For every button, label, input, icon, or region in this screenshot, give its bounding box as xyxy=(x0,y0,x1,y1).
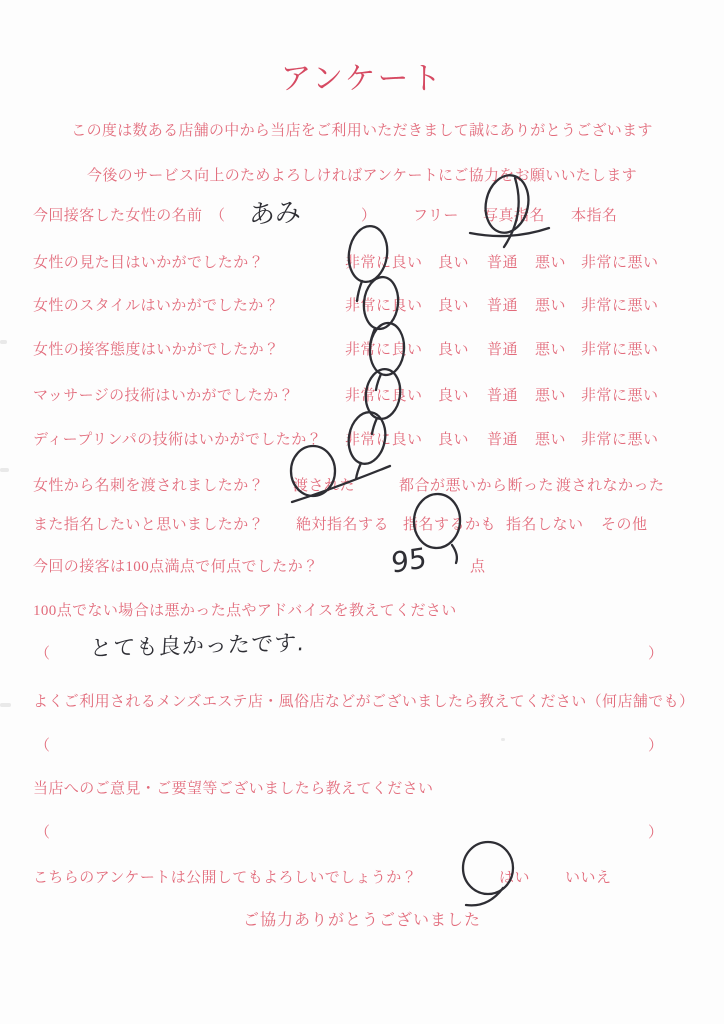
rating-row-style xyxy=(0,294,724,314)
question-business-card: 女性から名刺を渡されましたか？ xyxy=(33,478,265,494)
rating-option-very-bad: 非常に悪い xyxy=(581,298,659,314)
question-deep-lymph: ディープリンパの技術はいかがでしたか？ xyxy=(33,432,323,448)
rating-option-very-good: 非常に良い xyxy=(345,388,423,404)
publish-consent-row xyxy=(0,866,724,886)
rating-row-deep-lymph xyxy=(0,428,724,448)
rating-option-bad: 悪い xyxy=(535,388,567,404)
rating-row-service xyxy=(0,338,724,358)
rating-option-very-good: 非常に良い xyxy=(345,298,423,314)
score-unit-label: 点 xyxy=(470,559,486,575)
rating-row-massage xyxy=(0,384,724,404)
repeat-nomination-row xyxy=(0,513,724,533)
business-card-row xyxy=(0,474,724,494)
rating-option-very-good: 非常に良い xyxy=(345,255,423,271)
rating-option-very-good: 非常に良い xyxy=(345,432,423,448)
option-regular-nomination: 本指名 xyxy=(571,208,618,224)
question-appearance: 女性の見た目はいかがでしたか？ xyxy=(33,255,265,271)
other-shops-paren-open: （ xyxy=(35,738,51,754)
option-no: いいえ xyxy=(565,870,612,886)
advice-prompt-row xyxy=(0,599,724,619)
rating-option-good: 良い xyxy=(438,255,470,271)
scan-artifact xyxy=(0,468,9,472)
other-shops-answer-row xyxy=(0,734,724,754)
handwritten-advice-answer: とても良かったです. xyxy=(89,631,306,662)
question-massage: マッサージの技術はいかがでしたか？ xyxy=(33,388,294,404)
rating-option-very-bad: 非常に悪い xyxy=(581,255,659,271)
question-publish: こちらのアンケートは公開してもよろしいでしょうか？ xyxy=(33,870,418,886)
opinions-paren-close: ） xyxy=(648,825,664,841)
rating-option-bad: 悪い xyxy=(535,255,567,271)
rating-option-good: 良い xyxy=(438,432,470,448)
advice-prompt: 100点でない場合は悪かった点やアドバイスを教えてください xyxy=(33,603,457,619)
option-photo-nomination: 写真指名 xyxy=(483,208,546,224)
rating-option-normal: 普通 xyxy=(487,255,519,271)
advice-paren-close: ） xyxy=(648,646,664,662)
opinions-prompt: 当店へのご意見・ご要望等ございましたら教えてください xyxy=(33,781,434,797)
question-style: 女性のスタイルはいかがでしたか？ xyxy=(33,298,280,314)
rating-option-very-good: 非常に良い xyxy=(345,342,423,358)
option-no-nominate: 指名しない xyxy=(506,517,584,533)
name-paren-open: （ xyxy=(210,208,226,224)
opinions-answer-row xyxy=(0,821,724,841)
other-shops-prompt: よくご利用されるメンズエステ店・風俗店などがございましたら教えてください（何店舗でも） xyxy=(33,694,695,710)
intro-line-2: 今後のサービス向上のためよろしければアンケートにご協力をお願いいたします xyxy=(87,168,637,184)
question-repeat-nomination: また指名したいと思いましたか？ xyxy=(33,517,265,533)
opinions-prompt-row xyxy=(0,777,724,797)
scan-artifact xyxy=(501,738,505,741)
rating-option-bad: 悪い xyxy=(535,298,567,314)
rating-option-very-bad: 非常に悪い xyxy=(581,432,659,448)
score-row xyxy=(0,555,724,575)
option-yes: はい xyxy=(499,870,531,886)
rating-option-normal: 普通 xyxy=(487,298,519,314)
other-shops-prompt-row xyxy=(0,690,724,710)
rating-option-bad: 悪い xyxy=(535,432,567,448)
name-label: 今回接客した女性の名前 xyxy=(33,208,203,224)
rating-option-normal: 普通 xyxy=(487,342,519,358)
opinions-paren-open: （ xyxy=(35,825,51,841)
option-maybe-nominate: 指名するかも xyxy=(403,517,497,533)
option-free: フリー xyxy=(413,208,459,224)
rating-option-good: 良い xyxy=(438,388,470,404)
rating-option-good: 良い xyxy=(438,342,470,358)
option-card-received: 渡された xyxy=(293,478,356,494)
scan-artifact xyxy=(0,703,11,707)
rating-option-very-bad: 非常に悪い xyxy=(581,388,659,404)
intro-line-1: この度は数ある店舗の中から当店をご利用いただきまして誠にありがとうございます xyxy=(71,123,653,139)
rating-option-bad: 悪い xyxy=(535,342,567,358)
rating-option-good: 良い xyxy=(438,298,470,314)
closing-message: ご協力ありがとうございました xyxy=(242,912,481,929)
question-service: 女性の接客態度はいかがでしたか？ xyxy=(33,342,280,358)
name-row xyxy=(0,204,724,224)
rating-option-normal: 普通 xyxy=(487,432,519,448)
option-definitely-nominate: 絶対指名する xyxy=(296,517,390,533)
rating-option-normal: 普通 xyxy=(487,388,519,404)
option-card-not-received: 渡されなかった xyxy=(556,478,665,494)
ink-tail-publish-yes xyxy=(466,888,503,905)
handwritten-name: あみ xyxy=(248,197,302,231)
advice-paren-open: （ xyxy=(35,646,51,662)
option-card-declined: 都合が悪いから断った xyxy=(399,478,555,494)
ink-tail-photo-nomination xyxy=(470,228,549,236)
name-paren-close: ） xyxy=(361,208,377,224)
page-title: アンケート xyxy=(280,61,444,96)
scan-artifact xyxy=(0,340,7,344)
other-shops-paren-close: ） xyxy=(648,738,664,754)
question-score: 今回の接客は100点満点で何点でしたか？ xyxy=(33,559,319,575)
option-other: その他 xyxy=(601,517,648,533)
rating-option-very-bad: 非常に悪い xyxy=(581,342,659,358)
handwritten-score: 95 xyxy=(390,541,428,580)
rating-row-appearance xyxy=(0,251,724,271)
